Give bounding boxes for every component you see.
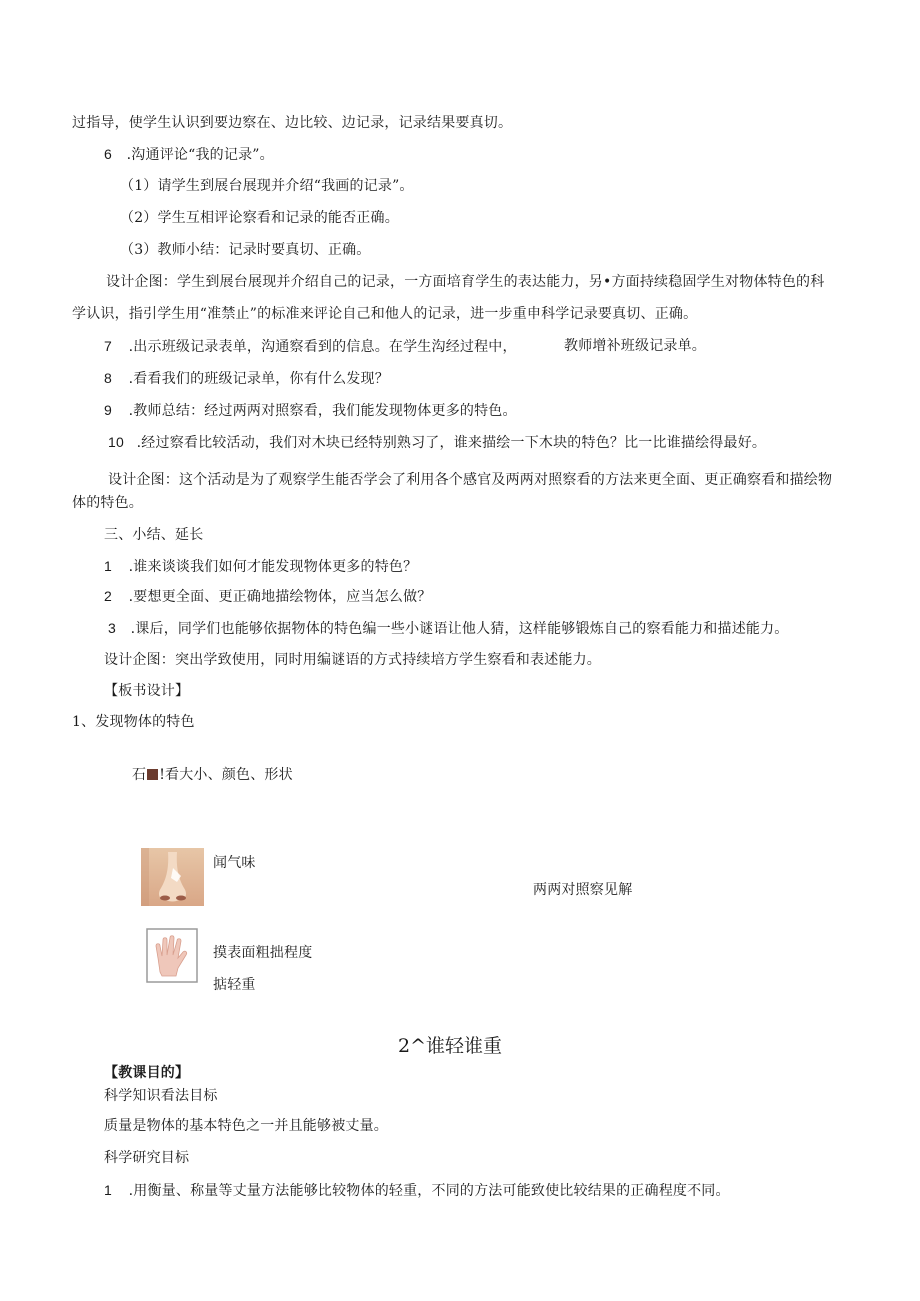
hand-image: [146, 928, 198, 983]
item-text: .课后，同学们也能够依据物体的特色编一些小谜语让他人猜，这样能够锻炼自己的察看能力和描述能力。: [130, 621, 789, 637]
item-number: 6: [104, 146, 112, 162]
sub-item: （1）请学生到展台展现并介绍“我画的记录”。: [120, 178, 414, 194]
item-number: 3: [108, 620, 116, 636]
board-item: 1、发现物体的特色: [72, 714, 195, 730]
list-item: [104, 337, 517, 356]
board-item: [132, 766, 293, 784]
lesson-title: 2^谁轻谁重: [398, 1035, 503, 1057]
board-item: 闻气味: [213, 855, 256, 871]
design-intent-text: 设计企图：突出学致使用，同时用编谜语的方式持续培方学生察看和表述能力。: [104, 652, 601, 668]
design-intent-text: 学认识，指引学生用“准禁止”的标准来评论自己和他人的记录，进一步重申科学记录要真切、正确。: [72, 306, 698, 322]
item-text: .经过察看比较活动，我们对木块已经特别熟习了，谁来描绘一下木块的特色？比一比谁描绘得最好。: [136, 435, 767, 451]
list-item: [104, 145, 274, 164]
design-intent-text: 体的特色。: [72, 495, 143, 511]
sub-heading: 科学知识看法目标: [104, 1088, 218, 1104]
item-number: 1: [104, 1182, 112, 1198]
list-item: [108, 433, 766, 452]
board-item-text: !看大小、颜色、形状: [159, 767, 293, 783]
board-item-prefix: 石: [132, 767, 147, 783]
item-text: .要想更全面、更正确地描绘物体，应当怎么做？: [128, 589, 432, 605]
design-intent-text: 设计企图：这个活动是为了观察学生能否学会了利用各个感官及两两对照察看的方法来更全面、更正确察看和描绘物: [108, 472, 833, 488]
item-text: .谁来谈谈我们如何才能发现物体更多的特色？: [128, 559, 418, 575]
text-line: 质量是物体的基本特色之一并且能够被丈量。: [104, 1118, 388, 1134]
list-item: [108, 619, 789, 638]
section-heading: 三、小结、延长: [104, 527, 204, 543]
item-number: 7: [104, 338, 112, 354]
list-item: [104, 1181, 730, 1200]
sub-item: （3）教师小结：记录时要真切、正确。: [120, 242, 371, 258]
square-icon: [147, 769, 158, 780]
board-item: 两两对照察见解: [533, 882, 633, 898]
item-text: .沟通评论“我的记录”。: [126, 147, 274, 163]
section-heading: 【教课目的】: [104, 1065, 190, 1081]
item-number: 1: [104, 558, 112, 574]
sub-heading: 科学研究目标: [104, 1150, 190, 1166]
board-item: 摸表面粗拙程度: [213, 945, 313, 961]
list-item: [104, 557, 417, 576]
item-text: .教师总结：经过两两对照察看，我们能发现物体更多的特色。: [128, 403, 517, 419]
design-intent-text: 设计企图：学生到展台展现并介绍自己的记录，一方面培育学生的表达能力，另•方面持续稳固学生对物体特色的科: [106, 274, 825, 290]
item-text-continued: 教师增补班级记录单。: [564, 338, 706, 354]
sub-item: （2）学生互相评论察看和记录的能否正确。: [120, 210, 399, 226]
item-text: .用衡量、称量等丈量方法能够比较物体的轻重，不同的方法可能致使比较结果的正确程度不同。: [128, 1183, 730, 1199]
item-number: 2: [104, 588, 112, 604]
list-item: [104, 587, 432, 606]
item-text: .出示班级记录表单，沟通察看到的信息。在学生沟经过程中，: [128, 339, 517, 355]
board-item: 掂轻重: [213, 977, 256, 993]
board-design-heading: 【板书设计】: [104, 683, 190, 699]
item-number: 9: [104, 402, 112, 418]
text-line: 过指导，使学生认识到要边察在、边比较、边记录，记录结果要真切。: [72, 115, 513, 131]
item-text: .看看我们的班级记录单，你有什么发现？: [128, 371, 389, 387]
item-number: 8: [104, 370, 112, 386]
list-item: [104, 401, 517, 420]
list-item: [104, 369, 389, 388]
item-number: 10: [108, 434, 124, 450]
nose-image: [141, 848, 204, 906]
